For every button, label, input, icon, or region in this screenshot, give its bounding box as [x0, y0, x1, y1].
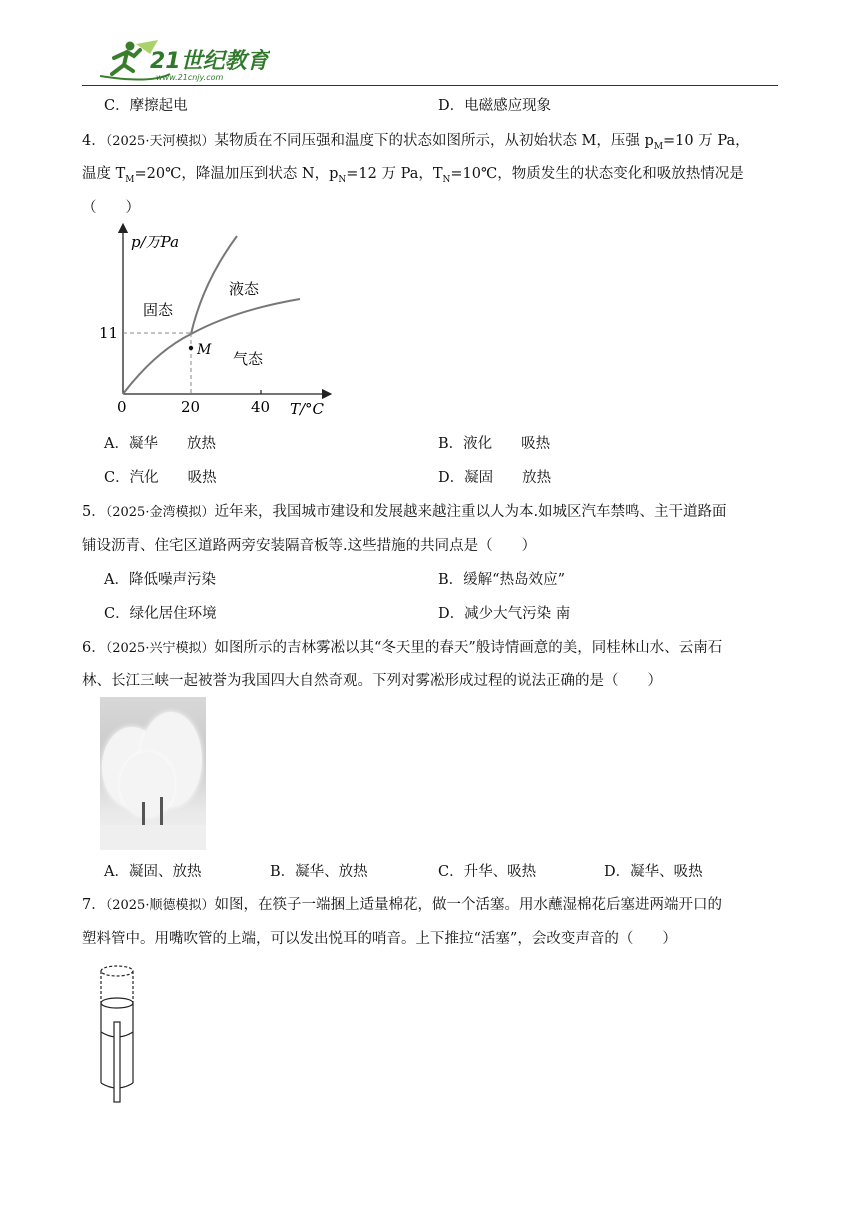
q6-stem-line1: 6．（2025·兴宁模拟）如图所示的吉林雾凇以其“冬天里的春天”般诗情画意的美，同桂林山水、云南石: [82, 640, 723, 656]
q4-answer-blank: （ ）: [82, 200, 140, 216]
q5-number: 5．: [82, 504, 106, 520]
q6-option-b: B．凝华、放热: [270, 864, 368, 880]
region-solid: 固态: [143, 301, 174, 319]
q4-source: （2025·天河模拟）: [105, 134, 215, 149]
x-tick-label-20: 20: [181, 398, 201, 416]
q7-number: 7．: [82, 897, 106, 913]
q7-stem-line1: 7．（2025·顺德模拟）如图，在筷子一端捆上适量棉花，做一个活塞。用水蘸湿棉花后塞进两端开口的: [82, 897, 722, 913]
q6-source: （2025·兴宁模拟）: [105, 641, 215, 656]
q5-stem-line2: 铺设沥青、住宅区道路两旁安装隔音板等.这些措施的共同点是（ ）: [82, 538, 537, 554]
q4-option-d: D．凝固 放热: [438, 470, 552, 486]
q3-option-c: C．摩擦起电: [104, 98, 188, 114]
y-tick-11: 11: [99, 324, 119, 342]
logo-text: 21世纪教育: [150, 49, 269, 74]
q4-option-a: A．凝华 放热: [104, 436, 216, 452]
runner-logo-icon: [100, 38, 270, 84]
q4-stem-line2: 温度 $T_M=20℃$，降温加压到状态 N，$p_N=12$ 万 Pa，$T_N=10℃$，物质发生的状态变化和吸放热情况是: [82, 166, 744, 185]
q3-option-d: D．电磁感应现象: [438, 98, 552, 114]
phase-diagram: [95, 222, 335, 422]
q4-stem-line1: 4．（2025·天河模拟）某物质在不同压强和温度下的状态如图所示，从初始状态 M，压强 $p_M=10$ 万 Pa，: [82, 133, 750, 152]
q6-option-c: C．升华、吸热: [438, 864, 537, 880]
q6-number: 6．: [82, 640, 106, 656]
x-axis-label: T/°C: [290, 400, 325, 418]
q4-option-c: C．汽化 吸热: [104, 470, 217, 486]
site-logo: [100, 38, 270, 84]
q7-source: （2025·顺德模拟）: [105, 898, 215, 913]
tube-piston-diagram: [96, 960, 142, 1105]
q5-source: （2025·金湾模拟）: [105, 505, 215, 520]
q5-option-b: B．缓解“热岛效应”: [438, 572, 565, 588]
point-m: [189, 346, 193, 350]
q6-option-d: D．凝华、吸热: [604, 864, 703, 880]
q4-number: 4．: [82, 133, 106, 149]
q5-option-a: A．降低噪声污染: [104, 572, 216, 588]
tube-top-opening: [101, 966, 133, 976]
region-gas: 气态: [233, 350, 264, 368]
q5-option-c: C．绿化居住环境: [104, 606, 217, 622]
region-liquid: 液态: [229, 280, 260, 298]
header-divider: [82, 85, 778, 86]
q5-option-d: D．减少大气污染 南: [438, 606, 571, 622]
x-tick-label-40: 40: [251, 398, 271, 416]
rime-photo: [100, 697, 206, 850]
piston-top: [101, 998, 133, 1008]
q5-stem-line1: 5．（2025·金湾模拟）近年来，我国城市建设和发展越来越注重以人为本.如城区汽车禁鸣、主干道路面: [82, 504, 727, 520]
logo-url: www.21cnjy.com: [156, 73, 224, 82]
x-tick-label-0: 0: [117, 398, 127, 416]
q6-option-a: A．凝固、放热: [104, 864, 202, 880]
point-m-label: M: [197, 342, 212, 358]
q4-option-b: B．液化 吸热: [438, 436, 551, 452]
chopstick: [114, 1022, 120, 1102]
q7-stem-line2: 塑料管中。用嘴吹管的上端，可以发出悦耳的哨音。上下推拉“活塞”，会改变声音的（ ）: [82, 931, 677, 947]
y-axis-label: p/万Pa: [131, 233, 180, 251]
q6-stem-line2: 林、长江三峡一起被誉为我国四大自然奇观。下列对雾凇形成过程的说法正确的是（ ）: [82, 673, 662, 689]
